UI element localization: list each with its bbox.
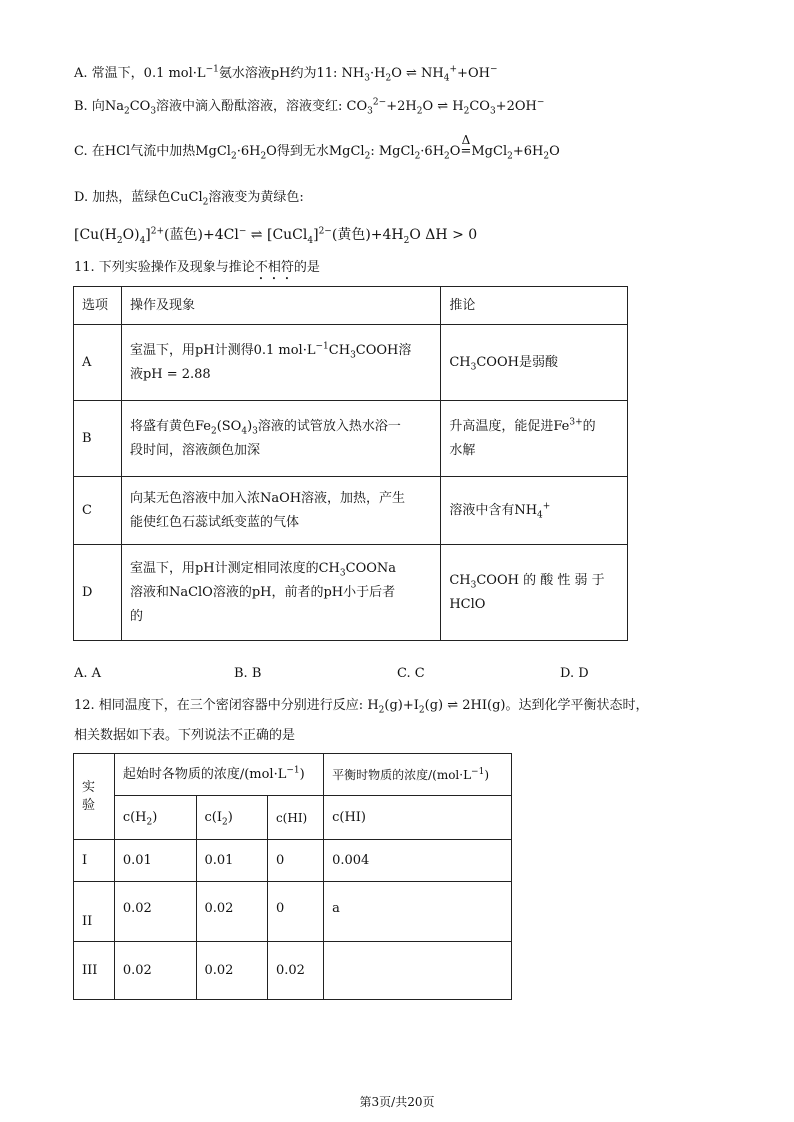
- q11-table-header: 选项 操作及现象 推论: [74, 287, 628, 325]
- table-row: III 0.02 0.02 0.02: [74, 942, 512, 1000]
- option-b[interactable]: B. B: [234, 666, 262, 681]
- table-row: D 室温下，用pH计测定相同浓度的$CH_3COONa$ 溶液和NaClO溶液的pH，前者的pH小于后者 的 $CH_3COOH$ 的 酸 性 弱 于 HClO: [74, 545, 628, 641]
- q11-answer-options: [74, 666, 634, 686]
- q12-stem-line1: 12. 相同温度下，在三个密闭容器中分别进行反应: $H_2(g)+I_2(g)$ ⇌ 2HI(g)。达到化学平衡状态时，: [74, 698, 649, 716]
- q10-option-a: A. 常温下，0.1 $mol\cdot L^{-1}$氨水溶液pH约为11: $NH_3\cdot H_2O$ ⇌ $NH_4^++OH^-$: [74, 64, 498, 84]
- q12-table-subheader: $c(H_2)$ $c(I_2)$ c(HI) c(HI): [74, 796, 512, 840]
- q10-option-b: B. 向$Na_2CO_3$溶液中滴入酚酞溶液，溶液变红: $CO_3^{2-}+2H_2O$ ⇌ $H_2CO_3+2OH^-$: [74, 97, 545, 117]
- q10-option-c: C. 在HCl气流中加热$MgCl_2\cdot 6H_2O$得到无水MgCl$_2$: $MgCl_2\cdot 6H_2O$ Δ $=MgCl_2+6H_2O$: [74, 133, 560, 162]
- q11-table: [73, 286, 628, 641]
- table-row: B 将盛有黄色$Fe_2(SO_4)_3$溶液的试管放入热水浴一 段时间，溶液颜色加深 升高温度，能促进$Fe^{3+}$的 水解: [74, 401, 628, 477]
- q12-stem-line2: 相关数据如下表。下列说法不正确的是: [74, 728, 296, 743]
- q12-table-header: 实验 起始时各物质的浓度$/(mol\cdot L^{-1})$ 平衡时物质的浓度$/(mol\cdot L^{-1})$: [74, 754, 512, 796]
- table-row: II 0.02 0.02 0 a: [74, 882, 512, 942]
- page-footer: 第3页/共20页: [359, 1095, 435, 1109]
- q10-option-d-equation: $[Cu(H_2O)_4]^{2+}$(蓝色)+4Cl− ⇌ [CuCl$_4$]$^{2-}$(黄色)$+4H_2O$ ΔH > 0: [74, 226, 478, 246]
- option-c[interactable]: C. C: [397, 666, 425, 681]
- table-row: I 0.01 0.01 0 0.004: [74, 840, 512, 882]
- heat-equals-sign: Δ =: [460, 133, 472, 159]
- table-row: A 室温下，用pH计测得0.1 $mol\cdot L^{-1}CH_3COOH$溶 液pH = 2.88 $CH_3COOH$是弱酸: [74, 325, 628, 401]
- q11-stem: 11. 下列实验操作及现象与推论不相符的是: [74, 260, 320, 275]
- q10-option-d: D. 加热，蓝绿色CuCl$_2$溶液变为黄绿色:: [74, 190, 304, 208]
- option-d[interactable]: D. D: [560, 666, 589, 681]
- q12-table: [73, 753, 512, 1000]
- option-a[interactable]: A. A: [74, 666, 102, 681]
- table-row: C 向某无色溶液中加入浓NaOH溶液，加热，产生 能使红色石蕊试纸变蓝的气体 溶液中含有$NH_4^+$: [74, 477, 628, 545]
